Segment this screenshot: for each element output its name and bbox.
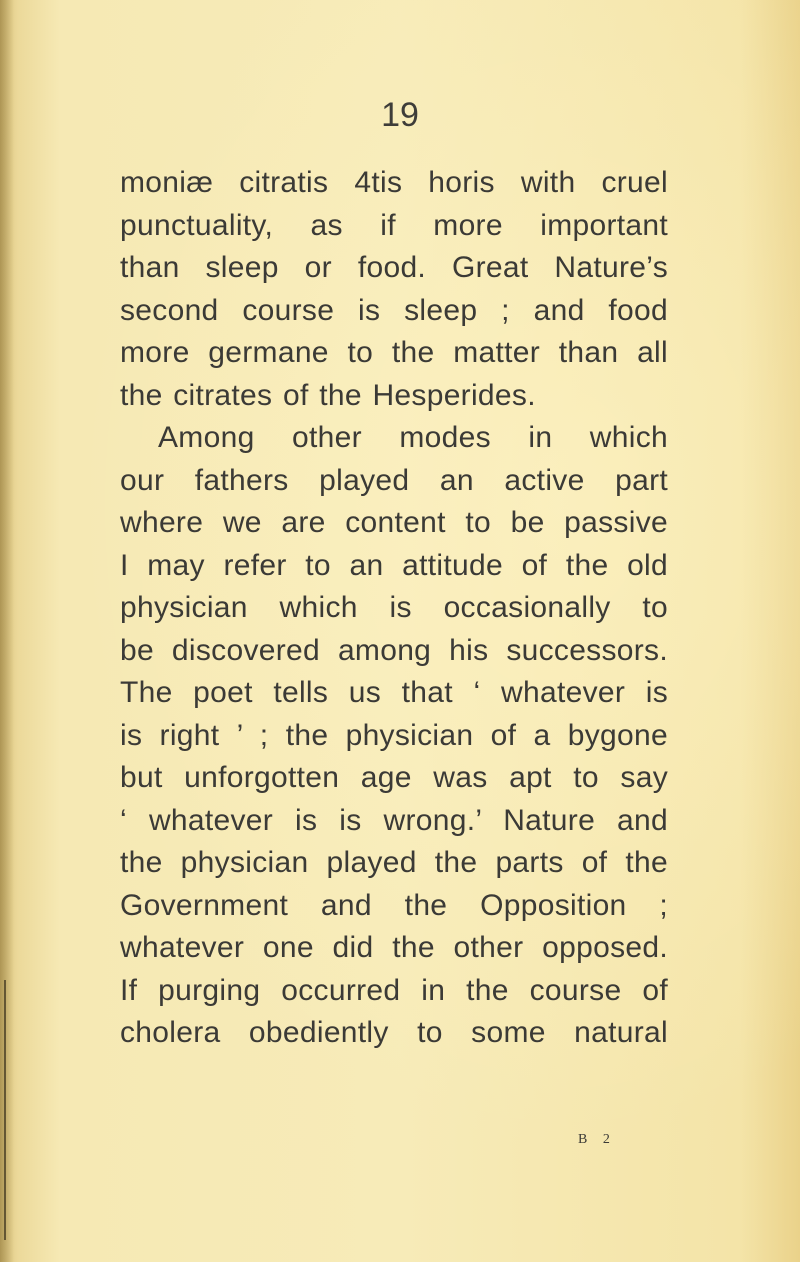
text-line: where we are content to be passive — [120, 506, 668, 539]
text-line: but unforgotten age was apt to say — [120, 761, 668, 794]
text-line: ‘ whatever is is wrong.’ Nature and — [120, 803, 668, 837]
text-line: punctuality, as if more important — [120, 208, 668, 242]
text-line: The poet tells us that ‘ whatever is — [120, 676, 668, 709]
text-line: cholera obediently to some natural — [120, 1016, 668, 1049]
text-line: the physician played the parts of the — [120, 846, 668, 879]
text-line: physician which is occasionally to — [120, 591, 668, 624]
body-text — [120, 162, 668, 1055]
page-number: 19 — [381, 96, 419, 134]
gutter-edge — [4, 980, 6, 1240]
text-line: whatever one did the other opposed. — [120, 931, 668, 964]
text-line: If purging occurred in the course of — [120, 973, 668, 1007]
text-line: second course is sleep ; and food — [120, 293, 668, 327]
text-line: our fathers played an active part — [120, 463, 668, 497]
text-line: than sleep or food. Great Nature’s — [120, 251, 668, 284]
text-line: the citrates of the Hesperides. — [120, 378, 536, 412]
text-line: is right ’ ; the physician of a bygone — [120, 718, 668, 752]
text-line: Among other modes in which — [158, 421, 668, 454]
text-line: more germane to the matter than all — [120, 336, 668, 369]
text-line: Government and the Opposition ; — [120, 888, 668, 922]
text-line: be discovered among his successors. — [120, 633, 668, 667]
text-line: I may refer to an attitude of the old — [120, 548, 668, 582]
text-line: moniæ citratis 4tis horis with cruel — [120, 166, 668, 199]
gutter-shadow — [0, 0, 14, 1262]
signature-mark: B 2 — [578, 1132, 616, 1147]
